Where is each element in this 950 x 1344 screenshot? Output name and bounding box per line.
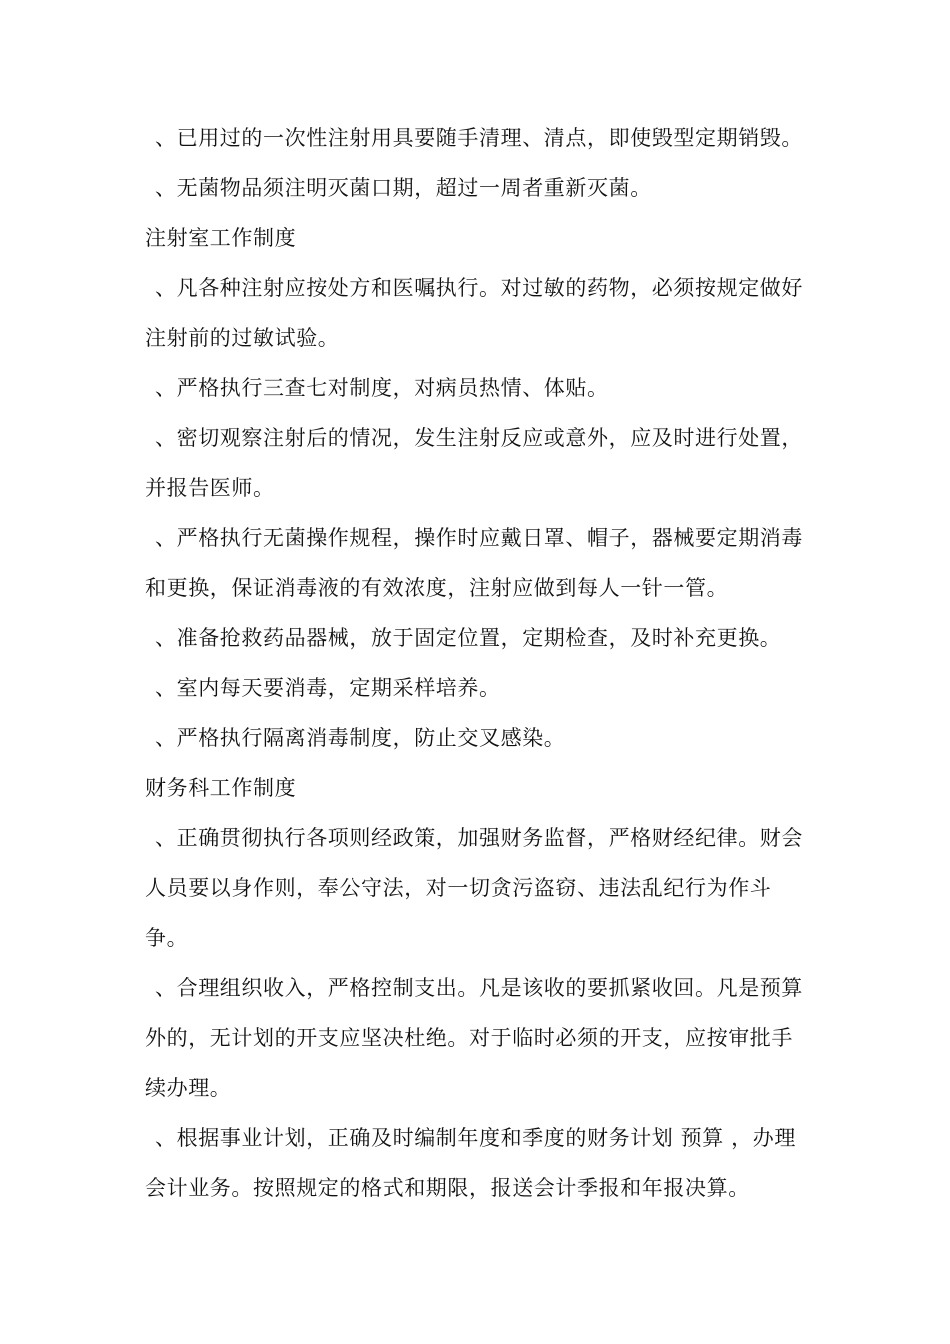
paragraph-disposable-syringes: 、已用过的一次性注射用具要随手清理、清点，即使毁型定期销毁。	[155, 126, 803, 150]
paragraph-financial-policy: 、正确贯彻执行各项则经政策，加强财务监督，严格财经纪律。财会人员要以身作则，奉公守法，对一切贪污盗窃、违法乱纪行为作斗争。	[145, 826, 803, 950]
paragraph-daily-disinfection: 、室内每天要消毒，定期采样培养。	[155, 676, 501, 700]
paragraph-aseptic-procedure: 、严格执行无菌操作规程，操作时应戴日罩、帽子，器械要定期消毒和更换，保证消毒液的有效浓度，注射应做到每人一针一管。	[145, 526, 803, 600]
paragraph-isolation: 、严格执行隔离消毒制度，防止交叉感染。	[155, 726, 566, 750]
paragraph-financial-plan: 、根据事业计划，正确及时编制年度和季度的财务计划 预算 ，办理会计业务。按照规定的格式和期限，报送会计季报和年报决算。	[145, 1126, 796, 1200]
paragraph-prescription-execution: 、凡各种注射应按处方和医嘱执行。对过敏的药物，必须按规定做好注射前的过敏试验。	[145, 276, 803, 350]
paragraph-emergency-equipment: 、准备抢救药品器械，放于固定位置，定期检查，及时补充更换。	[155, 626, 782, 650]
paragraph-sterile-items: 、无菌物品须注明灭菌口期，超过一周者重新灭菌。	[155, 176, 652, 200]
section-heading-finance-dept: 财务科工作制度	[145, 776, 297, 800]
paragraph-three-checks: 、严格执行三查七对制度，对病员热情、体贴。	[155, 376, 609, 400]
paragraph-income-expense: 、合理组织收入，严格控制支出。凡是该收的要抓紧收回。凡是预算外的，无计划的开支应坚决杜绝。对于临时必须的开支，应按审批手续办理。	[145, 976, 803, 1100]
paragraph-observation: 、密切观察注射后的情况，发生注射反应或意外，应及时进行处置，并报告医师。	[145, 426, 803, 500]
document-body	[145, 113, 810, 1213]
section-heading-injection-room: 注射室工作制度	[145, 226, 297, 250]
